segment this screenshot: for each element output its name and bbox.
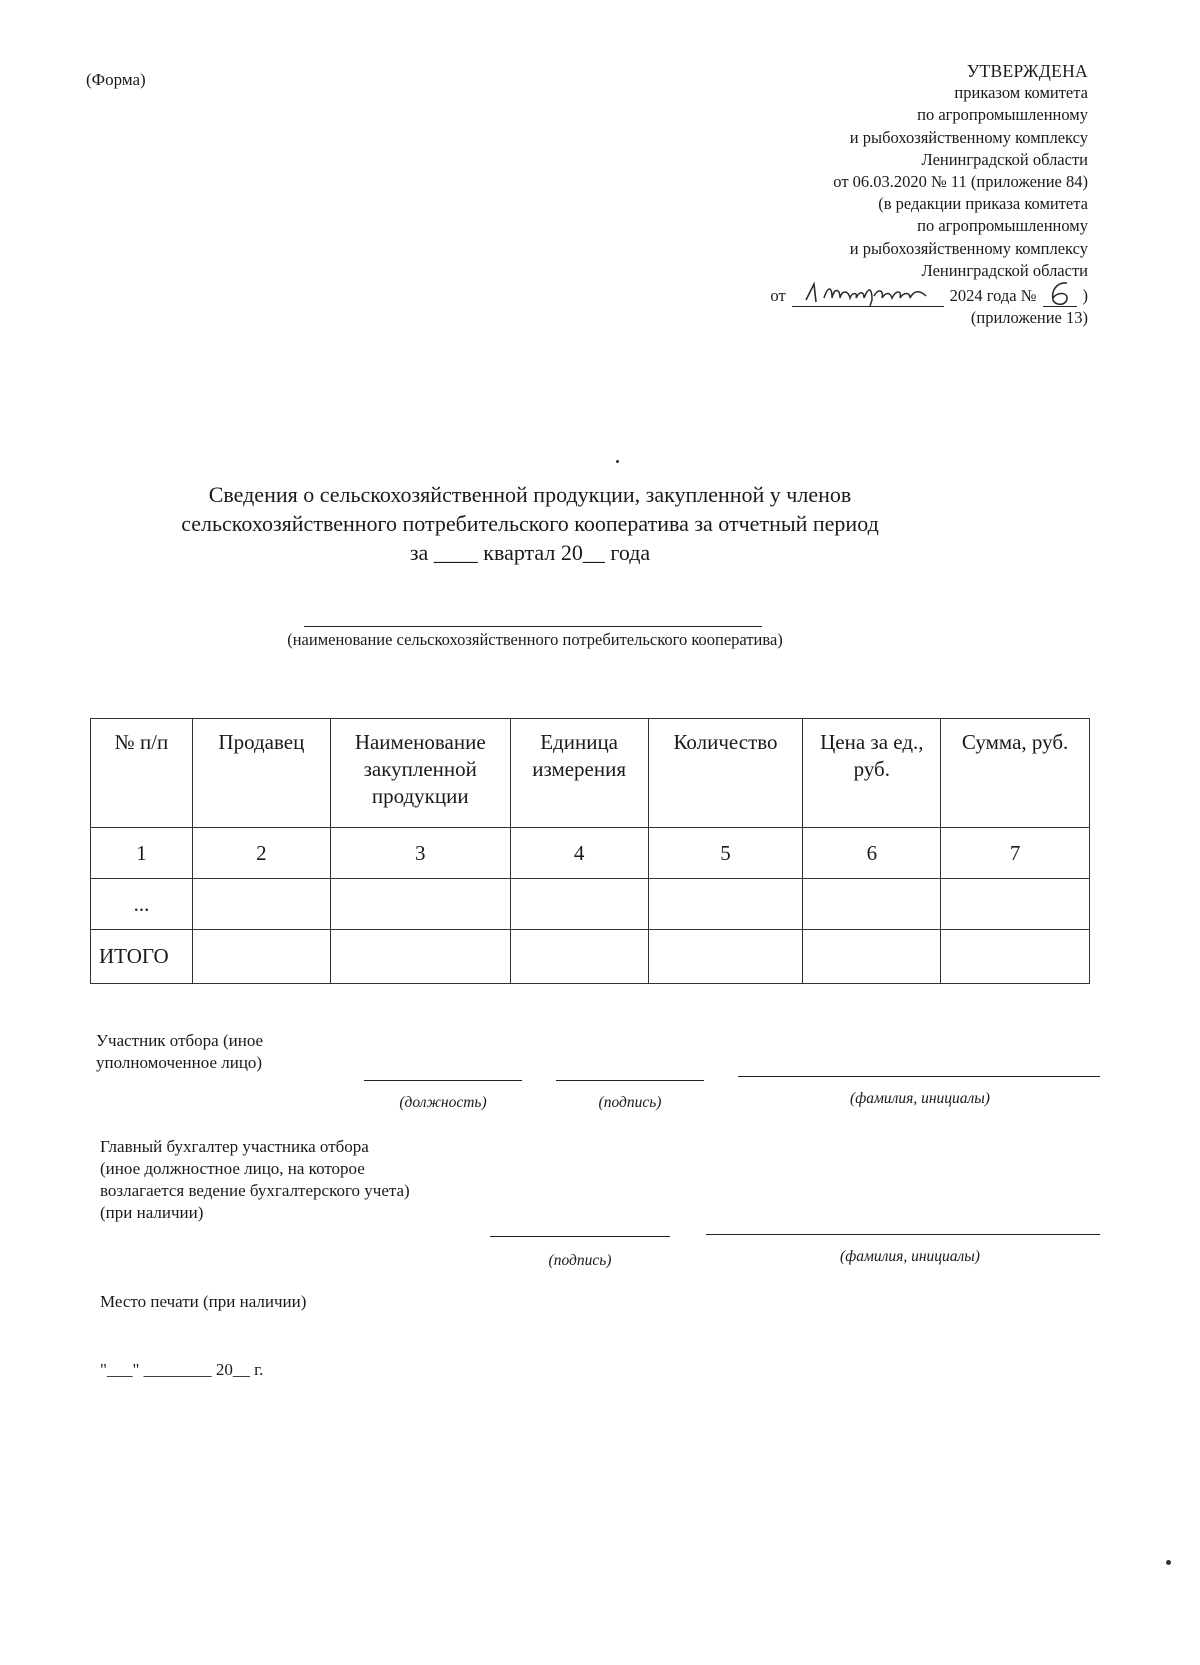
handwritten-date — [792, 282, 944, 307]
document-title — [100, 480, 960, 567]
total-row — [91, 930, 1090, 984]
date-line: "___" ________ 20__ г. — [100, 1360, 264, 1379]
column-number: 7 — [941, 828, 1090, 879]
organization-caption: (наименование сельскохозяйственного потребительского кооператива) — [287, 630, 783, 649]
scan-speck — [1166, 1560, 1171, 1565]
column-header: № п/п — [91, 719, 193, 828]
handwritten-number — [1043, 282, 1077, 307]
organization-name-line — [304, 626, 762, 627]
column-number: 3 — [330, 828, 510, 879]
table-cell — [648, 930, 803, 984]
scan-speck — [616, 460, 619, 463]
total-label: ИТОГО — [91, 930, 193, 984]
name-caption: (фамилия, инициалы) — [850, 1090, 990, 1107]
column-header: Количество — [648, 719, 803, 828]
signature-caption: (подпись) — [598, 1094, 662, 1111]
form-label: (Форма) — [86, 70, 146, 89]
accountant-label-line: возлагается ведение бухгалтерского учета) — [100, 1181, 410, 1200]
accountant-signature-line — [490, 1236, 670, 1237]
table-cell — [192, 930, 330, 984]
position-line — [364, 1080, 522, 1081]
table-header-row — [91, 719, 1090, 828]
seal-label: Место печати (при наличии) — [100, 1292, 307, 1311]
accountant-label-line: (при наличии) — [100, 1203, 204, 1222]
table-cell — [941, 879, 1090, 930]
table-cell — [510, 879, 648, 930]
title-line: сельскохозяйственного потребительского кооператива за отчетный период — [181, 511, 879, 536]
participant-label-line: уполномоченное лицо) — [96, 1053, 263, 1072]
amendment-middle: 2024 года № — [949, 285, 1037, 305]
signature-line — [556, 1080, 704, 1081]
approval-title: УТВЕРЖДЕНА — [966, 61, 1088, 81]
column-header: Единица измерения — [510, 719, 648, 828]
approval-line: и рыбохозяйственному комплексу — [849, 127, 1088, 147]
approval-line: по агропромышленному — [917, 216, 1088, 236]
column-number: 6 — [803, 828, 941, 879]
accountant-label — [100, 1136, 410, 1224]
title-line: за ____ квартал 20__ года — [409, 540, 651, 565]
approval-line: от 06.03.2020 № 11 (приложение 84) — [833, 172, 1088, 192]
amendment-prefix: от — [770, 285, 786, 305]
approval-block — [668, 60, 1088, 329]
table-row — [91, 879, 1090, 930]
table-cell — [941, 930, 1090, 984]
approval-line: Ленинградской области — [921, 149, 1088, 169]
table-cell — [192, 879, 330, 930]
purchases-table — [90, 718, 1090, 984]
table-cell — [330, 930, 510, 984]
name-line — [738, 1076, 1100, 1077]
amendment-date-line — [668, 282, 1088, 307]
accountant-name-caption: (фамилия, инициалы) — [840, 1248, 980, 1265]
accountant-signature-caption: (подпись) — [548, 1252, 612, 1269]
column-header: Сумма, руб. — [941, 719, 1090, 828]
participant-label — [96, 1030, 263, 1074]
accountant-label-line: (иное должностное лицо, на которое — [100, 1159, 365, 1178]
approval-line: (в редакции приказа комитета — [878, 194, 1088, 214]
handwritten-date-script — [792, 278, 944, 308]
column-number-row — [91, 828, 1090, 879]
approval-line: Ленинградской области — [921, 260, 1088, 280]
approval-line: и рыбохозяйственному комплексу — [849, 238, 1088, 258]
handwritten-number-script — [1043, 278, 1077, 308]
column-number: 2 — [192, 828, 330, 879]
column-number: 1 — [91, 828, 193, 879]
table-cell — [330, 879, 510, 930]
accountant-label-line: Главный бухгалтер участника отбора — [100, 1137, 369, 1156]
table-cell — [803, 930, 941, 984]
table-cell — [648, 879, 803, 930]
ellipsis-cell: ... — [91, 879, 193, 930]
title-line: Сведения о сельскохозяйственной продукции, закупленной у членов — [208, 482, 852, 507]
accountant-name-line — [706, 1234, 1100, 1235]
table-cell — [803, 879, 941, 930]
approval-line: по агропромышленному — [917, 105, 1088, 125]
appendix-label: (приложение 13) — [970, 308, 1088, 328]
participant-label-line: Участник отбора (иное — [96, 1031, 264, 1050]
position-caption: (должность) — [399, 1094, 487, 1111]
amendment-close: ) — [1082, 285, 1088, 305]
approval-line: приказом комитета — [954, 83, 1088, 103]
column-number: 4 — [510, 828, 648, 879]
table-cell — [510, 930, 648, 984]
column-header: Продавец — [192, 719, 330, 828]
column-number: 5 — [648, 828, 803, 879]
column-header: Наименование закупленной продукции — [330, 719, 510, 828]
column-header: Цена за ед., руб. — [803, 719, 941, 828]
